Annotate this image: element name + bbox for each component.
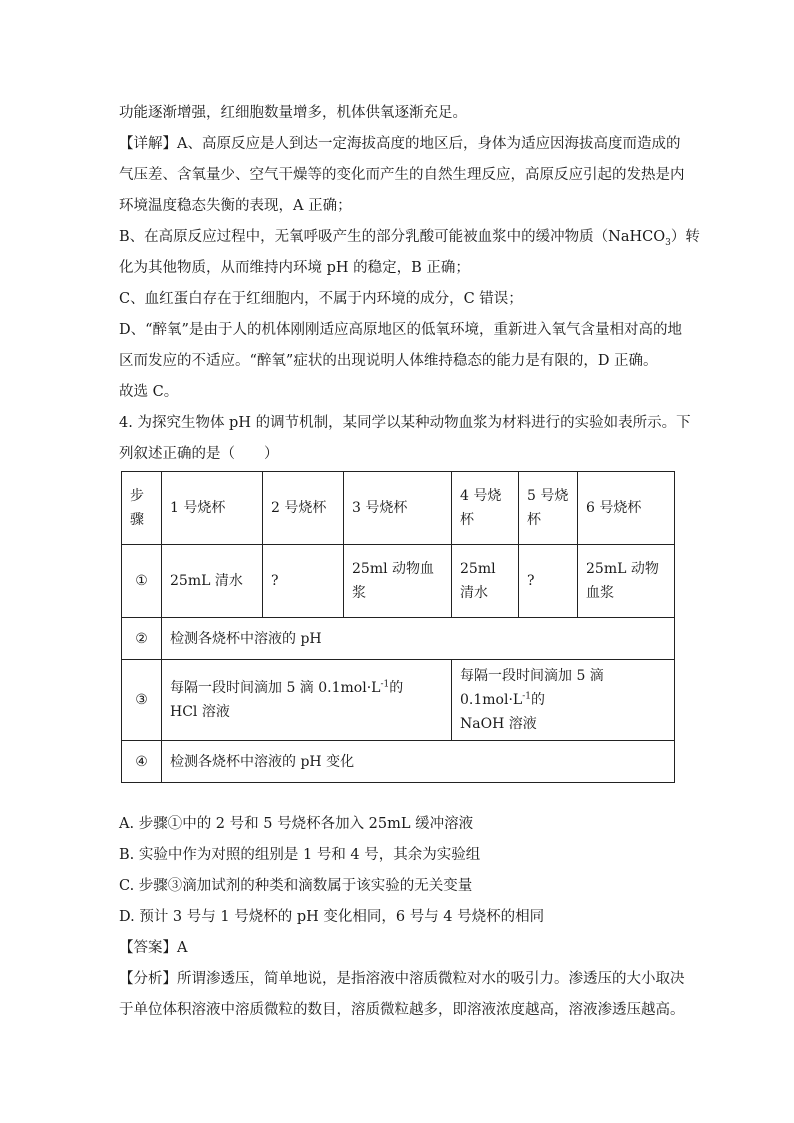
table-row (122, 741, 675, 783)
paragraph-line: D、“醉氧”是由于人的机体刚刚适应高原地区的低氧环境，重新进入氧气含量相对高的地 (119, 322, 682, 338)
table-header-row (122, 472, 675, 545)
option-d: D. 预计 3 号与 1 号烧杯的 pH 变化相同，6 号与 4 号烧杯的相同 (119, 909, 545, 925)
paragraph-line: 环境温度稳态失衡的表现，A 正确； (119, 198, 352, 214)
analysis-text: 所谓渗透压，简单地说，是指溶液中溶质微粒对水的吸引力。渗透压的大小取决 (177, 971, 685, 987)
text-span: NaOH 溶液 (460, 716, 537, 732)
text-span: 每隔一段时间滴加 5 滴 0.1mol·L (460, 668, 604, 708)
step-3-hcl (162, 660, 452, 741)
step-2-text: 检测各烧杯中溶液的 pH (162, 618, 675, 660)
answer-line (119, 938, 187, 958)
explanation-line (119, 134, 680, 154)
beaker-6-content: 25mL 动物血浆 (578, 545, 675, 618)
beaker-1-content: 25mL 清水 (162, 545, 263, 618)
paragraph-line: 区而发应的不适应。“醉氧”症状的出现说明人体维持稳态的能力是有限的，D 正确。 (119, 353, 658, 369)
paragraph-line: 故选 C。 (119, 384, 179, 400)
step-4-label: ④ (122, 741, 162, 783)
analysis-line: 于单位体积溶液中溶质微粒的数目，溶质微粒越多，即溶液浓度越高，溶液渗透压越高。 (119, 1002, 685, 1018)
paragraph-line: 功能逐渐增强，红细胞数量增多，机体供氧逐渐充足。 (119, 105, 467, 121)
text-span: 的 (389, 680, 404, 696)
header-beaker-6: 6 号烧杯 (578, 472, 675, 545)
answer-value: A (177, 940, 188, 956)
step-3-naoh (452, 660, 675, 741)
analysis-line (119, 969, 685, 989)
beaker-2-content: ? (263, 545, 344, 618)
question-line: 4. 为探究生物体 pH 的调节机制，某同学以某种动物血浆为材料进行的实验如表所示。下 (119, 415, 691, 431)
table-row (122, 618, 675, 660)
paragraph-line: 化为其他物质，从而维持内环境 pH 的稳定，B 正确； (119, 260, 470, 276)
paragraph-line (119, 227, 700, 247)
header-beaker-4: 4 号烧杯 (452, 472, 519, 545)
step-1-label: ① (122, 545, 162, 618)
analysis-tag: 【分析】 (119, 971, 177, 987)
header-beaker-5: 5 号烧杯 (519, 472, 578, 545)
step-2-label: ② (122, 618, 162, 660)
option-a: A. 步骤①中的 2 号和 5 号烧杯各加入 25mL 缓冲溶液 (119, 816, 474, 832)
text-span: 的 (530, 692, 545, 708)
header-beaker-2: 2 号烧杯 (263, 472, 344, 545)
header-step: 步骤 (122, 472, 162, 545)
header-beaker-1: 1 号烧杯 (162, 472, 263, 545)
answer-tag: 【答案】 (119, 940, 177, 956)
table-row (122, 545, 675, 618)
superscript: -1 (522, 691, 531, 702)
text-span: 每隔一段时间滴加 5 滴 0.1mol·L (170, 680, 381, 696)
text-span: B、在高原反应过程中，无氧呼吸产生的部分乳酸可能被血浆中的缓冲物质（NaHCO (119, 229, 666, 245)
explanation-text: A、高原反应是人到达一定海拔高度的地区后，身体为适应因海拔高度而造成的 (177, 136, 681, 152)
header-beaker-3: 3 号烧杯 (344, 472, 452, 545)
option-c: C. 步骤③滴加试剂的种类和滴数属于该实验的无关变量 (119, 878, 473, 894)
explanation-tag: 【详解】 (119, 136, 177, 152)
paragraph-line: 气压差、含氧量少、空气干燥等的变化而产生的自然生理反应，高原反应引起的发热是内 (119, 167, 685, 183)
question-line: 列叙述正确的是（ ） (119, 446, 279, 462)
text-span: ）转 (670, 229, 700, 245)
option-b: B. 实验中作为对照的组别是 1 号和 4 号，其余为实验组 (119, 847, 481, 863)
beaker-5-content: ? (519, 545, 578, 618)
step-4-text: 检测各烧杯中溶液的 pH 变化 (162, 741, 675, 783)
subscript: 3 (665, 237, 671, 248)
beaker-3-content: 25ml 动物血浆 (344, 545, 452, 618)
experiment-table (121, 471, 675, 783)
paragraph-line: C、血红蛋白存在于红细胞内，不属于内环境的成分，C 错误； (119, 291, 523, 307)
step-3-label: ③ (122, 660, 162, 741)
superscript: -1 (380, 679, 390, 690)
text-span: HCl 溶液 (170, 704, 230, 720)
table-row (122, 660, 675, 741)
beaker-4-content: 25ml 清水 (452, 545, 519, 618)
